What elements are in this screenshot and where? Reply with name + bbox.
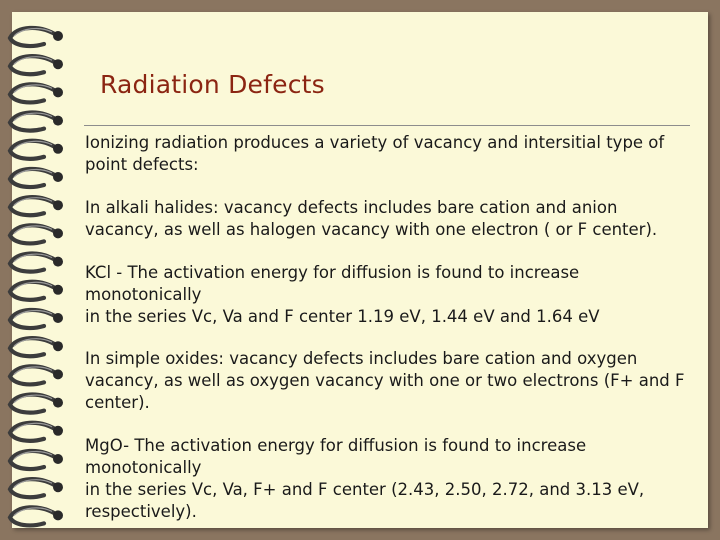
paragraph-line: MgO- The activation energy for diffusion is found to increase [85, 436, 587, 455]
paragraph-line: monotonically [85, 285, 202, 304]
spiral-ring-icon [10, 395, 63, 413]
paragraph-line: monotonically [85, 458, 202, 477]
spiral-ring-icon [10, 423, 63, 441]
paragraph-line: point defects: [85, 155, 199, 174]
paragraph-line: vacancy, as well as oxygen vacancy with one or two electrons (F+ and F [85, 371, 685, 390]
paragraph-line: KCl - The activation energy for diffusion is found to increase [85, 263, 580, 282]
spiral-ring-icon [10, 254, 63, 272]
paragraph-line: center). [85, 393, 150, 412]
spiral-ring-icon [10, 225, 63, 243]
spiral-ring-icon [10, 479, 63, 497]
paragraph-alkali-halides [85, 197, 685, 241]
spiral-ring-icon [10, 197, 63, 215]
paragraph-kcl [85, 262, 685, 328]
title-divider [84, 125, 690, 126]
spiral-ring-icon [10, 169, 63, 187]
paragraph-simple-oxides [85, 348, 685, 414]
spiral-ring-icon [10, 84, 63, 102]
paragraph-line: respectively). [85, 502, 197, 521]
paragraph-mgo [85, 435, 685, 523]
paragraph-line: In simple oxides: vacancy defects includes bare cation and oxygen [85, 349, 638, 368]
slide-title: Radiation Defects [100, 70, 325, 99]
spiral-ring-icon [10, 141, 63, 159]
spiral-ring-icon [10, 451, 63, 469]
spiral-ring-icon [10, 507, 63, 525]
spiral-ring-icon [10, 282, 63, 300]
spiral-ring-icon [10, 28, 63, 46]
paragraph-line: vacancy, as well as halogen vacancy with one electron ( or F center). [85, 220, 658, 239]
spiral-ring-icon [10, 113, 63, 131]
paragraph-ionizing [85, 132, 685, 176]
spiral-binding [0, 0, 80, 540]
paragraph-line: In alkali halides: vacancy defects includes bare cation and anion [85, 198, 618, 217]
spiral-ring-icon [10, 338, 63, 356]
spiral-ring-icon [10, 310, 63, 328]
spiral-ring-icon [10, 366, 63, 384]
paragraph-line: Ionizing radiation produces a variety of vacancy and intersitial type of [85, 133, 665, 152]
paragraph-line: in the series Vc, Va and F center 1.19 eV, 1.44 eV and 1.64 eV [85, 307, 600, 326]
spiral-ring-icon [10, 56, 63, 74]
paragraph-line: in the series Vc, Va, F+ and F center (2.43, 2.50, 2.72, and 3.13 eV, [85, 480, 645, 499]
